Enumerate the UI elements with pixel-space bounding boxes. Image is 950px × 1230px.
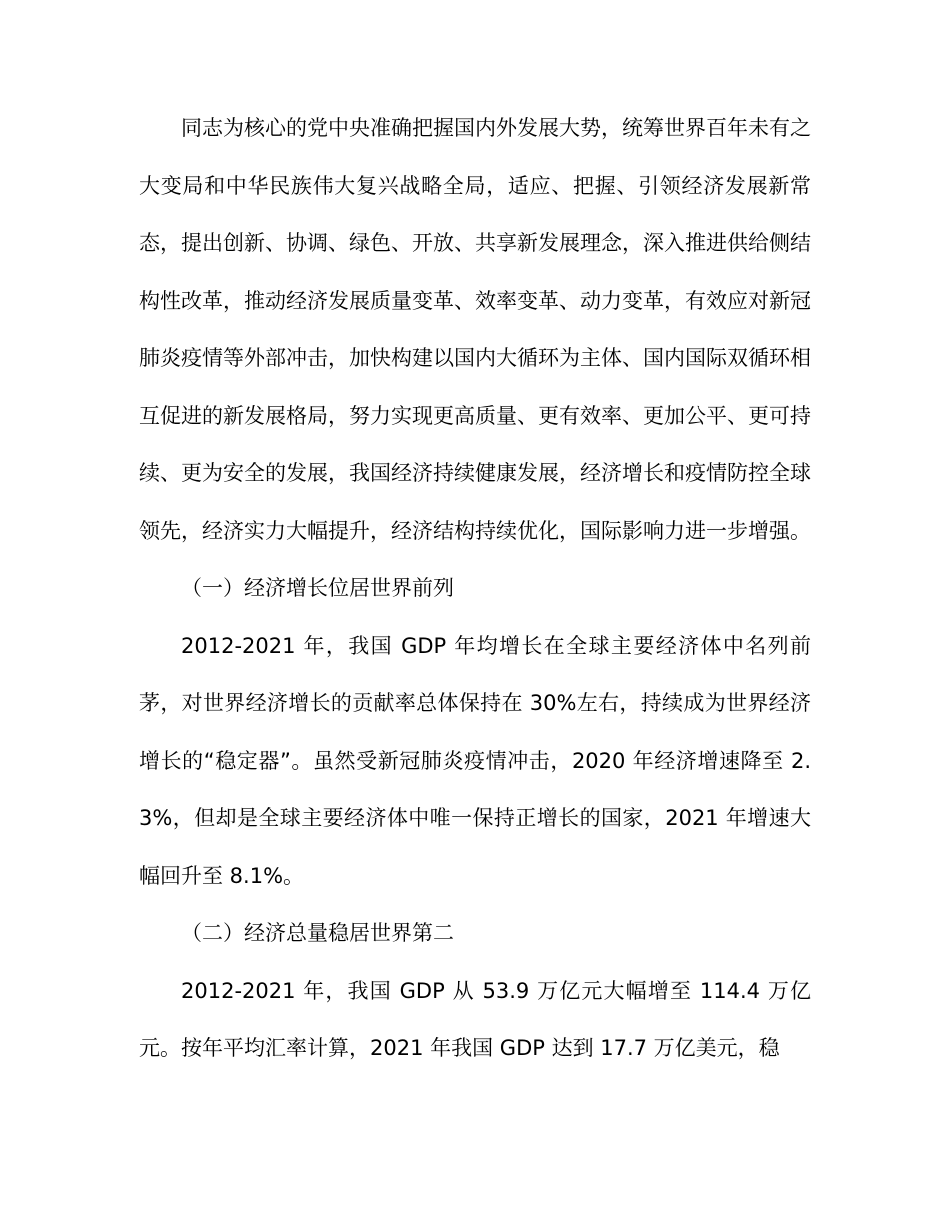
document-body xyxy=(139,100,811,1078)
section-heading-total: （二）经济总量稳居世界第二 xyxy=(181,921,454,945)
paragraph-total: 2012-2021 年，我国 GDP 从 53.9 万亿元大幅增至 114.4 万亿元。按年平均汇率计算，2021 年我国 GDP 达到 17.7 万亿美元，稳 xyxy=(139,978,811,1060)
section-heading-growth: （一）经济增长位居世界前列 xyxy=(181,576,454,600)
paragraph-growth: 2012-2021 年，我国 GDP 年均增长在全球主要经济体中名列前茅，对世界经济增长的贡献率总体保持在 30%左右，持续成为世界经济增长的“稳定器”。虽然受新冠肺炎疫情冲击，2020 年经济增速降至 2.3%，但却是全球主要经济体中唯一保持正增长的国家，2021 年增速大幅回升至 8.1%。 xyxy=(139,633,811,888)
paragraph-intro: 同志为核心的党中央准确把握国内外发展大势，统筹世界百年未有之大变局和中华民族伟大复兴战略全局，适应、把握、引领经济发展新常态，提出创新、协调、绿色、开放、共享新发展理念，深入推进供给侧结构性改革，推动经济发展质量变革、效率变革、动力变革，有效应对新冠肺炎疫情等外部冲击，加快构建以国内大循环为主体、国内国际双循环相互促进的新发展格局，努力实现更高质量、更有效率、更加公平、更可持续、更为安全的发展，我国经济持续健康发展，经济增长和疫情防控全球领先，经济实力大幅提升，经济结构持续优化，国际影响力进一步增强。 xyxy=(139,116,811,543)
